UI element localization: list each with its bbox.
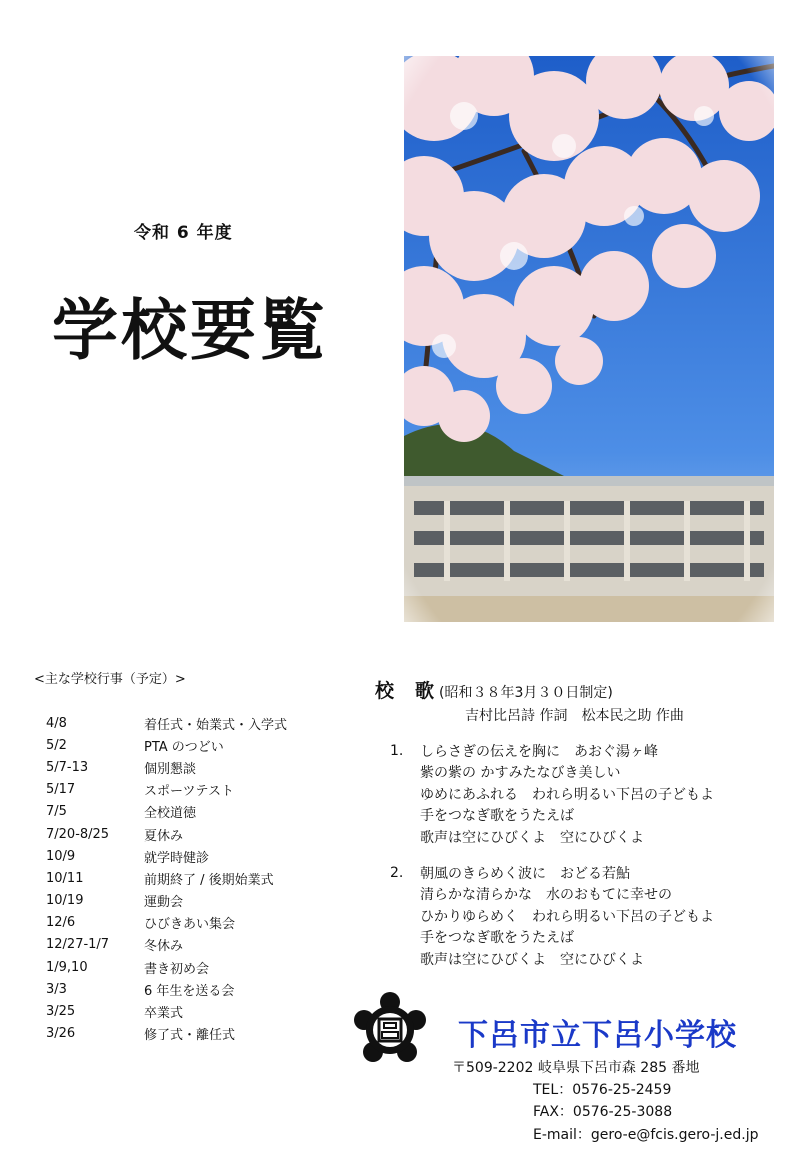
event-row <box>46 845 287 867</box>
event-name: 修了式・離任式 <box>144 1028 236 1044</box>
school-emblem-icon <box>352 992 428 1068</box>
event-row <box>46 956 287 978</box>
verse-text: 紫の紫の かすみたなびき美しい <box>420 765 621 782</box>
verse-line <box>390 862 714 884</box>
school-song-title: 校 歌 <box>375 680 436 702</box>
verse-text: 清らかな清らかな 水のおもてに幸せの <box>420 887 672 904</box>
verse-text: 歌声は空にひびくよ 空にひびくよ <box>420 829 644 846</box>
verse-text: 朝風のきらめく波に おどる若鮎 <box>420 865 630 882</box>
event-date: 3/3 <box>46 981 67 997</box>
verse-line <box>390 783 714 805</box>
verse-text: しらさぎの伝えを胸に あおぐ湯ヶ峰 <box>420 743 658 760</box>
verse-line <box>390 927 714 949</box>
event-row <box>46 712 287 734</box>
event-row <box>46 1023 287 1045</box>
event-date: 3/26 <box>46 1026 76 1042</box>
event-row <box>46 978 287 1000</box>
verse-text: 歌声は空にひびくよ 空にひびくよ <box>420 951 644 968</box>
events-heading: <主な学校行事（予定）> <box>34 672 186 687</box>
event-date: 7/20-8/25 <box>46 826 110 842</box>
verse-text: 手をつなぎ歌をうたえば <box>420 808 574 825</box>
song-verse-1 <box>390 740 714 848</box>
event-name: 運動会 <box>144 895 184 911</box>
event-name: 前期終了 / 後期始業式 <box>144 872 274 888</box>
school-email[interactable]: E-mail：gero-e@fcis.gero-j.ed.jp <box>533 1127 759 1143</box>
event-name: PTA のつどい <box>144 739 224 755</box>
event-name: 卒業式 <box>144 1006 184 1022</box>
song-verse-2 <box>390 862 714 970</box>
school-tel: TEL：0576-25-2459 <box>533 1082 672 1098</box>
verse-text: ゆめにあふれる われら明るい下呂の子どもよ <box>420 786 714 803</box>
event-name: 個別懇談 <box>144 761 197 777</box>
event-date: 10/9 <box>46 848 76 864</box>
event-row <box>46 1000 287 1022</box>
verse-line <box>390 740 714 762</box>
event-row <box>46 756 287 778</box>
school-song-established: (昭和３８年3月３０日制定) <box>439 685 613 701</box>
event-name: ひびきあい集会 <box>144 917 236 933</box>
event-name: 着任式・始業式・入学式 <box>144 717 288 733</box>
event-name: 冬休み <box>144 939 184 955</box>
verse-line <box>390 762 714 784</box>
verse-line <box>390 884 714 906</box>
cherry-blossom-school-photo <box>404 56 774 622</box>
school-fax: FAX：0576-25-3088 <box>533 1104 673 1120</box>
event-row <box>46 801 287 823</box>
verse-text: ひかりゆらめく われら明るい下呂の子どもよ <box>420 908 714 925</box>
event-date: 10/11 <box>46 870 84 886</box>
verse-number: 1. <box>390 742 404 759</box>
event-row <box>46 912 287 934</box>
event-name: 就学時健診 <box>144 850 210 866</box>
verse-line <box>390 805 714 827</box>
verse-text: 手をつなぎ歌をうたえば <box>420 930 574 947</box>
event-date: 5/2 <box>46 737 67 753</box>
school-name: 下呂市立下呂小学校 <box>458 1018 737 1053</box>
event-date: 1/9,10 <box>46 959 88 975</box>
event-date: 5/7-13 <box>46 759 89 775</box>
event-row <box>46 779 287 801</box>
school-song-credits: 吉村比呂詩 作詞 松本民之助 作曲 <box>465 708 684 724</box>
event-name: スポーツテスト <box>144 784 234 800</box>
event-row <box>46 823 287 845</box>
event-row <box>46 734 287 756</box>
event-date: 12/6 <box>46 915 76 931</box>
verse-number: 2. <box>390 864 404 881</box>
event-date: 5/17 <box>46 782 76 798</box>
event-date: 3/25 <box>46 1004 76 1020</box>
school-address: 〒509-2202 岐阜県下呂市森 285 番地 <box>452 1060 700 1076</box>
event-name: 夏休み <box>144 828 184 844</box>
event-name: 書き初め会 <box>144 961 210 977</box>
fiscal-year: 令和 6 年度 <box>134 223 233 243</box>
verse-line <box>390 826 714 848</box>
event-date: 10/19 <box>46 893 84 909</box>
events-list <box>46 712 287 1045</box>
event-row <box>46 934 287 956</box>
verse-line <box>390 948 714 970</box>
page-title: 学校要覧 <box>52 292 328 369</box>
event-row <box>46 867 287 889</box>
event-name: 6 年生を送る会 <box>144 983 235 999</box>
event-date: 12/27-1/7 <box>46 937 110 953</box>
event-date: 7/5 <box>46 804 67 820</box>
event-row <box>46 890 287 912</box>
event-name: 全校道徳 <box>144 806 197 822</box>
verse-line <box>390 905 714 927</box>
school-song-header <box>375 676 613 703</box>
event-date: 4/8 <box>46 715 67 731</box>
